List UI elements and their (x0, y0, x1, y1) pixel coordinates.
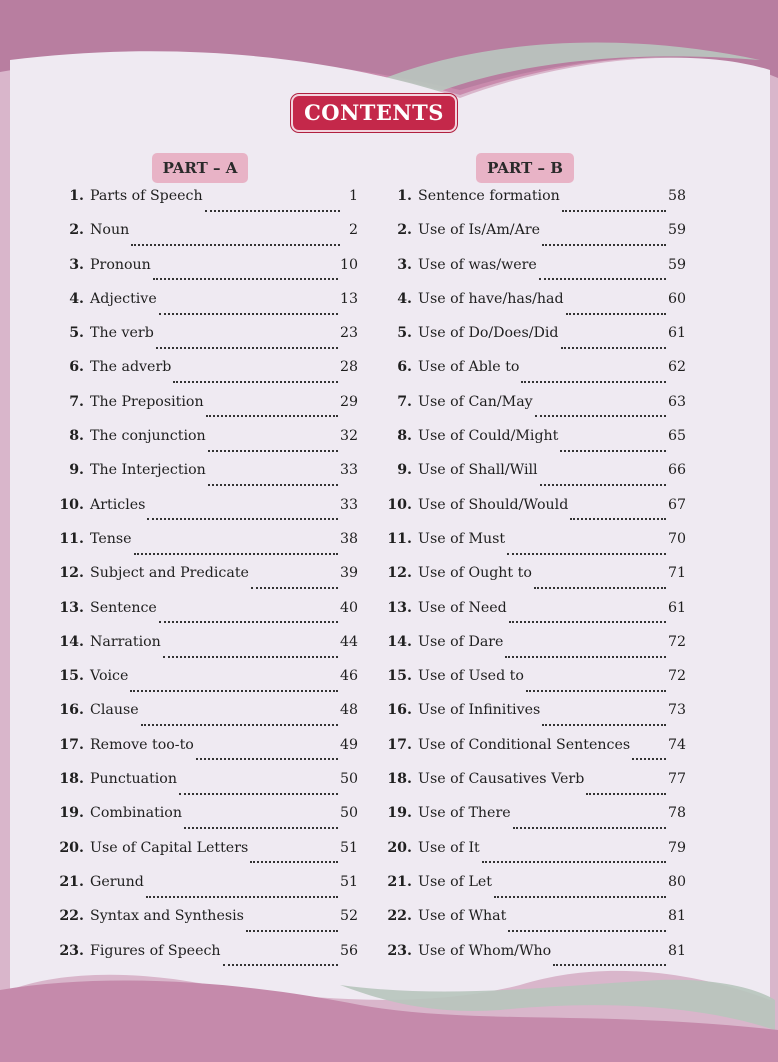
dot-leader (251, 586, 338, 589)
entry-number: 10. (387, 496, 412, 513)
toc-entry (380, 668, 686, 702)
entry-page-number: 61 (667, 599, 686, 616)
entry-title: Use of was/were (418, 256, 537, 273)
toc-entry (46, 222, 358, 256)
dot-leader (539, 277, 666, 280)
entry-number: 21. (387, 873, 412, 890)
entry-number: 4. (397, 290, 412, 307)
dot-leader (146, 895, 338, 898)
toc-entry (46, 257, 358, 291)
entry-title: The verb (90, 325, 154, 342)
entry-page-number: 28 (339, 359, 358, 376)
entry-number: 16. (387, 702, 412, 719)
entry-title: Sentence formation (418, 188, 560, 204)
dot-leader (482, 860, 666, 863)
entry-title: Remove too-to (90, 736, 194, 753)
entry-number: 12. (59, 565, 84, 582)
toc-entry (380, 394, 686, 428)
entry-title: Articles (90, 496, 146, 513)
entry-title: Use of Infinitives (418, 702, 541, 719)
entry-title: The Preposition (90, 393, 204, 410)
toc-entry (380, 222, 686, 256)
dot-leader (540, 483, 666, 486)
part-b-heading: PART – B (476, 153, 574, 183)
entry-page-number: 1 (348, 188, 358, 204)
entry-title: The conjunction (90, 428, 206, 445)
dot-leader (570, 517, 666, 520)
toc-entry (46, 462, 358, 496)
dot-leader (250, 860, 338, 863)
entry-number: 5. (69, 325, 84, 342)
toc-entry (380, 908, 686, 942)
dot-leader (130, 689, 338, 692)
toc-entry (380, 771, 686, 805)
dot-leader (534, 586, 666, 589)
entry-title: Use of Shall/Will (418, 462, 538, 479)
dot-leader (521, 380, 665, 383)
entry-number: 13. (59, 599, 84, 616)
entry-page-number: 73 (667, 702, 686, 719)
entry-page-number: 29 (339, 393, 358, 410)
dot-leader (131, 243, 340, 246)
part-a-list (46, 188, 358, 977)
entry-number: 18. (59, 771, 84, 788)
toc-entry (380, 943, 686, 977)
entry-number: 16. (59, 702, 84, 719)
entry-number: 17. (387, 736, 412, 753)
entry-number: 5. (397, 325, 412, 342)
dot-leader (526, 689, 666, 692)
toc-entry (46, 325, 358, 359)
entry-page-number: 71 (667, 565, 686, 582)
dot-leader (505, 655, 665, 658)
toc-entry (46, 702, 358, 736)
dot-leader (508, 929, 666, 932)
toc-entry (46, 805, 358, 839)
entry-number: 9. (69, 462, 84, 479)
entry-title: Use of have/has/had (418, 290, 564, 307)
toc-entry (46, 291, 358, 325)
toc-entry (46, 943, 358, 977)
dot-leader (205, 209, 340, 212)
entry-page-number: 72 (667, 668, 686, 685)
entry-title: Use of Should/Would (418, 496, 569, 513)
toc-entry (46, 359, 358, 393)
entry-number: 20. (59, 839, 84, 856)
entry-title: Use of Causatives Verb (418, 771, 585, 788)
entry-page-number: 2 (348, 222, 358, 239)
entry-page-number: 33 (339, 462, 358, 479)
entry-number: 11. (59, 530, 84, 547)
toc-entry (46, 394, 358, 428)
entry-title: Use of Able to (418, 359, 520, 376)
entry-number: 8. (69, 428, 84, 445)
entry-title: Voice (90, 668, 129, 685)
entry-title: Use of Is/Am/Are (418, 222, 541, 239)
dot-leader (509, 620, 666, 623)
entry-page-number: 62 (667, 359, 686, 376)
entry-title: Use of Conditional Sentences (418, 736, 631, 753)
toc-entry (46, 428, 358, 462)
toc-entry (380, 874, 686, 908)
toc-entry (46, 668, 358, 702)
toc-entry (380, 702, 686, 736)
entry-title: Punctuation (90, 771, 177, 788)
entry-number: 1. (69, 188, 84, 204)
entry-number: 15. (387, 668, 412, 685)
toc-entry (380, 188, 686, 222)
entry-title: Sentence (90, 599, 157, 616)
dot-leader (542, 243, 666, 246)
toc-entry (380, 634, 686, 668)
entry-page-number: 81 (667, 908, 686, 925)
entry-page-number: 10 (339, 256, 358, 273)
entry-title: Use of It (418, 839, 480, 856)
toc-entry (380, 428, 686, 462)
dot-leader (223, 963, 338, 966)
entry-page-number: 51 (339, 839, 358, 856)
entry-page-number: 67 (667, 496, 686, 513)
entry-number: 23. (59, 942, 84, 959)
entry-title: Adjective (90, 290, 157, 307)
entry-number: 4. (69, 290, 84, 307)
toc-entry (380, 840, 686, 874)
entry-number: 6. (397, 359, 412, 376)
entry-page-number: 60 (667, 290, 686, 307)
entry-page-number: 77 (667, 771, 686, 788)
dot-leader (566, 312, 666, 315)
entry-page-number: 72 (667, 633, 686, 650)
entry-number: 10. (59, 496, 84, 513)
dot-leader (208, 483, 338, 486)
dot-leader (159, 620, 338, 623)
entry-title: Use of Dare (418, 633, 504, 650)
entry-number: 22. (59, 908, 84, 925)
entry-title: Pronoun (90, 256, 151, 273)
dot-leader (179, 792, 338, 795)
entry-number: 14. (59, 633, 84, 650)
dot-leader (156, 346, 338, 349)
entry-title: Syntax and Synthesis (90, 908, 244, 925)
entry-page-number: 23 (339, 325, 358, 342)
entry-page-number: 49 (339, 736, 358, 753)
dot-leader (153, 277, 338, 280)
dot-leader (542, 723, 666, 726)
entry-page-number: 74 (667, 736, 686, 753)
entry-number: 1. (397, 188, 412, 204)
toc-entry (46, 531, 358, 565)
toc-entry (46, 737, 358, 771)
dot-leader (196, 757, 338, 760)
entry-number: 23. (387, 942, 412, 959)
entry-page-number: 56 (339, 942, 358, 959)
entry-page-number: 59 (667, 222, 686, 239)
entry-number: 12. (387, 565, 412, 582)
entry-page-number: 63 (667, 393, 686, 410)
entry-page-number: 46 (339, 668, 358, 685)
toc-entry (380, 737, 686, 771)
entry-page-number: 78 (667, 805, 686, 822)
entry-page-number: 80 (667, 873, 686, 890)
entry-title: Use of What (418, 908, 507, 925)
entry-number: 15. (59, 668, 84, 685)
entry-title: Noun (90, 222, 130, 239)
entry-title: Use of Used to (418, 668, 524, 685)
entry-title: Tense (90, 530, 132, 547)
entry-page-number: 59 (667, 256, 686, 273)
entry-page-number: 66 (667, 462, 686, 479)
entry-title: Narration (90, 633, 161, 650)
entry-page-number: 70 (667, 530, 686, 547)
dot-leader (553, 963, 666, 966)
dot-leader (494, 895, 666, 898)
entry-title: Use of Need (418, 599, 507, 616)
entry-page-number: 79 (667, 839, 686, 856)
entry-number: 11. (387, 530, 412, 547)
dot-leader (246, 929, 338, 932)
entry-number: 6. (69, 359, 84, 376)
entry-page-number: 51 (339, 873, 358, 890)
entry-page-number: 13 (339, 290, 358, 307)
entry-page-number: 33 (339, 496, 358, 513)
dot-leader (206, 414, 338, 417)
dot-leader (163, 655, 338, 658)
dot-leader (561, 346, 666, 349)
entry-title: Combination (90, 805, 182, 822)
entry-page-number: 58 (667, 188, 686, 204)
entry-number: 22. (387, 908, 412, 925)
entry-number: 13. (387, 599, 412, 616)
entry-title: Subject and Predicate (90, 565, 249, 582)
entry-page-number: 39 (339, 565, 358, 582)
entry-title: Use of Do/Does/Did (418, 325, 559, 342)
entry-title: Use of Whom/Who (418, 942, 552, 959)
entry-title: Use of Can/May (418, 393, 533, 410)
entry-title: Use of Could/Might (418, 428, 559, 445)
dot-leader (632, 757, 666, 760)
toc-entry (46, 497, 358, 531)
entry-number: 19. (387, 805, 412, 822)
entry-number: 20. (387, 839, 412, 856)
entry-title: Use of Must (418, 530, 506, 547)
toc-entry (380, 600, 686, 634)
entry-title: Use of There (418, 805, 511, 822)
entry-number: 18. (387, 771, 412, 788)
entry-page-number: 44 (339, 633, 358, 650)
dot-leader (141, 723, 338, 726)
entry-number: 8. (397, 428, 412, 445)
entry-number: 9. (397, 462, 412, 479)
dot-leader (586, 792, 666, 795)
dot-leader (513, 826, 666, 829)
dot-leader (147, 517, 338, 520)
entry-page-number: 40 (339, 599, 358, 616)
entry-title: Use of Ought to (418, 565, 532, 582)
contents-title: CONTENTS (293, 96, 455, 130)
toc-entry (46, 874, 358, 908)
entry-page-number: 50 (339, 805, 358, 822)
toc-entry (380, 462, 686, 496)
toc-entry (380, 565, 686, 599)
dot-leader (134, 552, 338, 555)
dot-leader (562, 209, 666, 212)
entry-number: 7. (69, 393, 84, 410)
toc-entry (380, 325, 686, 359)
entry-page-number: 81 (667, 942, 686, 959)
toc-entry (46, 771, 358, 805)
entry-title: Use of Let (418, 873, 492, 890)
entry-number: 21. (59, 873, 84, 890)
entry-page-number: 48 (339, 702, 358, 719)
part-b-list (380, 188, 686, 977)
part-a-heading: PART – A (152, 153, 248, 183)
entry-title: The adverb (90, 359, 172, 376)
toc-entry (380, 257, 686, 291)
entry-number: 2. (69, 222, 84, 239)
entry-title: Figures of Speech (90, 942, 221, 959)
entry-title: Use of Capital Letters (90, 839, 249, 856)
entry-number: 17. (59, 736, 84, 753)
entry-page-number: 38 (339, 530, 358, 547)
dot-leader (159, 312, 338, 315)
toc-entry (46, 565, 358, 599)
dot-leader (184, 826, 338, 829)
dot-leader (208, 449, 338, 452)
toc-entry (46, 908, 358, 942)
dot-leader (507, 552, 666, 555)
entry-number: 2. (397, 222, 412, 239)
toc-entry (46, 840, 358, 874)
dot-leader (560, 449, 666, 452)
toc-entry (380, 805, 686, 839)
dot-leader (535, 414, 666, 417)
entry-page-number: 61 (667, 325, 686, 342)
entry-number: 7. (397, 393, 412, 410)
entry-number: 19. (59, 805, 84, 822)
dot-leader (173, 380, 338, 383)
entry-page-number: 65 (667, 428, 686, 445)
toc-entry (46, 634, 358, 668)
toc-entry (380, 531, 686, 565)
entry-number: 3. (397, 256, 412, 273)
toc-entry (380, 359, 686, 393)
entry-title: Parts of Speech (90, 188, 203, 204)
entry-page-number: 50 (339, 771, 358, 788)
entry-title: Gerund (90, 873, 144, 890)
toc-entry (380, 497, 686, 531)
entry-title: Clause (90, 702, 139, 719)
entry-number: 14. (387, 633, 412, 650)
toc-entry (46, 188, 358, 222)
entry-number: 3. (69, 256, 84, 273)
entry-title: The Interjection (90, 462, 206, 479)
toc-entry (46, 600, 358, 634)
toc-entry (380, 291, 686, 325)
entry-page-number: 32 (339, 428, 358, 445)
entry-page-number: 52 (339, 908, 358, 925)
